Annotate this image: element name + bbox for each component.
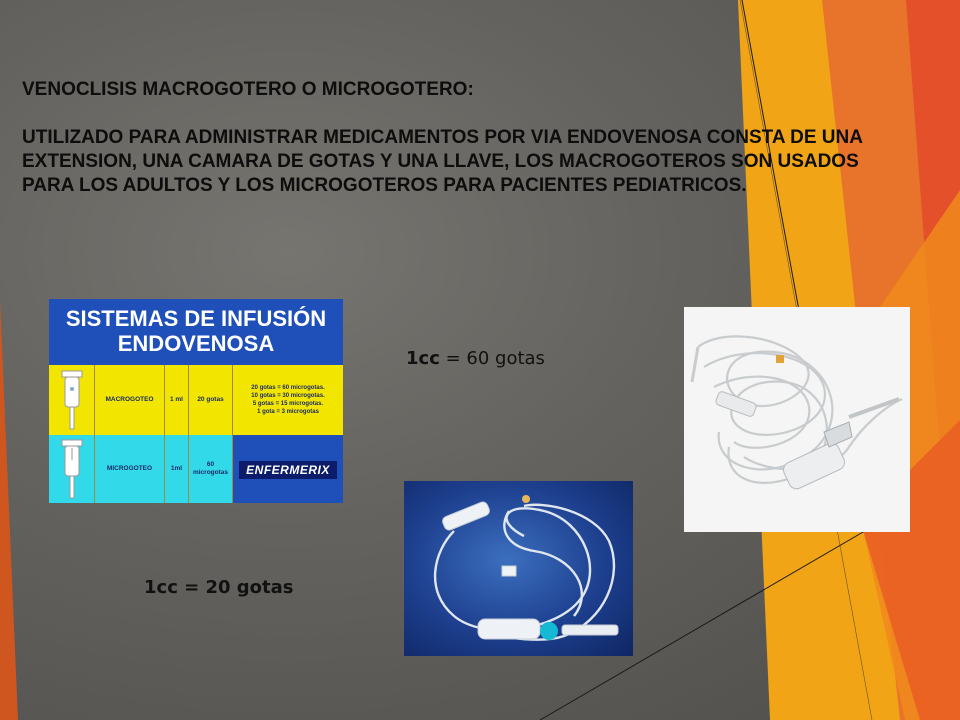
drip-chamber-icon <box>49 365 95 435</box>
equivalence-line: 5 gotas = 15 microgotas. <box>252 401 324 407</box>
table-row-microgoteo <box>49 435 343 503</box>
micro-drops-note: 1cc = 20 gotas <box>144 577 294 598</box>
microgoteo-ml: 1ml <box>165 435 189 503</box>
table-title-line2: ENDOVENOSA <box>117 331 275 356</box>
microgoteo-label: MICROGOTEO <box>95 435 165 503</box>
iv-set-photo <box>684 307 910 532</box>
macrogoteo-equivalences <box>233 365 343 435</box>
microgoteo-gotas: 60 microgotas <box>189 435 233 503</box>
macro-unit: 1cc <box>406 348 440 369</box>
equivalence-line: 20 gotas = 60 microgotas. <box>251 385 325 391</box>
macro-drops-note <box>406 348 545 369</box>
macrogoteo-label: MACROGOTEO <box>95 365 165 435</box>
equivalence-line: 1 gota = 3 microgotas <box>257 409 319 415</box>
slide-body: UTILIZADO PARA ADMINISTRAR MEDICAMENTOS POR VIA ENDOVENOSA CONSTA DE UNA EXTENSION, UNA CAMARA DE GOTAS Y UNA LLAVE, LOS MACROGOTEROS SON USADOS PARA LOS ADULTOS Y LOS MICROGOTEROS PARA PACIENTES PEDIATRICOS. <box>22 127 863 196</box>
macrogoteo-ml: 1 ml <box>165 365 189 435</box>
macro-equivalence: = 60 gotas <box>439 348 545 369</box>
table-row-macrogoteo <box>49 365 343 435</box>
macrogoteo-gotas: 20 gotas <box>189 365 233 435</box>
enfermerix-logo: ENFERMERIX <box>239 461 337 479</box>
table-title-line1: SISTEMAS DE INFUSIÓN <box>65 306 327 331</box>
infusion-systems-table-image <box>49 299 343 503</box>
main-text <box>22 78 902 198</box>
table-header <box>49 299 343 365</box>
drip-chamber-icon <box>49 435 95 503</box>
equivalence-line: 10 gotas = 30 microgotas. <box>251 393 325 399</box>
slide-heading: VENOCLISIS MACROGOTERO O MICROGOTERO: <box>22 79 474 100</box>
iv-set-photo-blue <box>404 481 633 656</box>
